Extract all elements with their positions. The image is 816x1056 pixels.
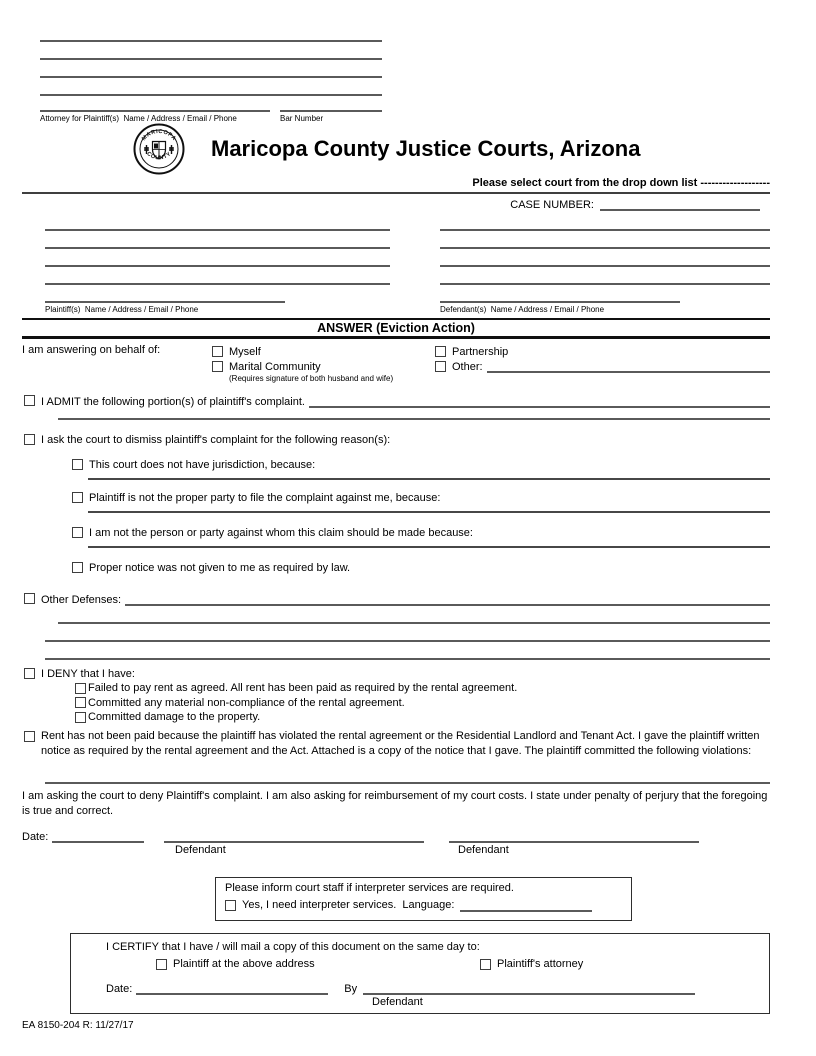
attorney-header-block — [40, 24, 382, 123]
plaintiff-info-line-2[interactable] — [45, 231, 390, 249]
plaintiff-info-line-3[interactable] — [45, 249, 390, 267]
case-number-input-line[interactable] — [600, 196, 760, 211]
not-person-reason-line[interactable] — [88, 540, 770, 548]
behalf-column-2 — [435, 344, 770, 385]
behalf-option-other — [435, 359, 770, 374]
other-defenses-line-3[interactable] — [45, 624, 770, 642]
attorney-line-gap — [270, 96, 280, 112]
signature-date-line[interactable] — [52, 830, 144, 843]
case-number-row — [22, 195, 770, 211]
checkbox-marital-community[interactable] — [212, 361, 223, 372]
other-defenses-line-4[interactable] — [45, 642, 770, 660]
checkbox-deny-noncompliance[interactable] — [75, 697, 86, 708]
defendant-info-line-2[interactable] — [440, 231, 770, 249]
certify-date-label: Date: — [106, 982, 133, 995]
attorney-info-line-2[interactable] — [40, 42, 382, 60]
checkbox-proper-notice[interactable] — [72, 562, 83, 573]
deny-item-damage — [75, 710, 770, 725]
not-person-label: I am not the person or party against whom this claim should be made because: — [89, 526, 473, 539]
deny-section — [22, 666, 770, 681]
not-proper-party-label: Plaintiff is not the proper party to file the complaint against me, because: — [89, 491, 441, 504]
attorney-info-line-1[interactable] — [40, 24, 382, 42]
marital-community-label: Marital Community — [229, 360, 321, 373]
certify-options-row — [106, 957, 757, 972]
defendant-info-line-1[interactable] — [440, 213, 770, 231]
checkbox-deny-failed-rent[interactable] — [75, 683, 86, 694]
other-input-line[interactable] — [487, 360, 770, 373]
plaintiff-info-line-5[interactable] — [45, 285, 285, 303]
checkbox-other[interactable] — [435, 361, 446, 372]
mail-plaintiff-label: Plaintiff at the above address — [173, 958, 315, 970]
deny-item-rent — [75, 681, 770, 696]
marital-note: (Requires signature of both husband and wife) — [229, 374, 394, 383]
behalf-lead: I am answering on behalf of: — [22, 344, 161, 356]
myself-label: Myself — [229, 345, 261, 358]
behalf-option-myself — [212, 344, 435, 359]
checkbox-interpreter[interactable] — [225, 900, 236, 911]
deny-item-noncompliance — [75, 696, 770, 711]
attorney-info-line-5[interactable] — [40, 96, 270, 112]
attorney-labels-row — [40, 112, 382, 123]
defendant-signature-line-1[interactable] — [164, 830, 424, 843]
attorney-info-line-4[interactable] — [40, 78, 382, 96]
certify-option-attorney — [480, 957, 583, 972]
plaintiff-column — [45, 213, 390, 314]
admit-label: I ADMIT the following portion(s) of plaintiff's complaint. — [41, 396, 305, 408]
defendant-info-line-4[interactable] — [440, 267, 770, 285]
other-defenses-line-2[interactable] — [58, 606, 770, 624]
header-divider — [22, 192, 770, 194]
attorney-info-label: Attorney for Plaintiff(s) Name / Address / Email / Phone — [40, 114, 237, 123]
language-input-line[interactable] — [460, 899, 592, 912]
dismiss-lead-label: I ask the court to dismiss plaintiff's complaint for the following reason(s): — [41, 433, 391, 446]
certify-date-row — [106, 980, 757, 995]
defendant-column — [440, 213, 770, 314]
plaintiff-info-line-4[interactable] — [45, 267, 390, 285]
parties-block — [22, 213, 770, 314]
rent-violation-text: Rent has not been paid because the plaintiff has violated the rental agreement or the Residential Landlord and Tenant Act. I gave the plaintiff written notice as required by the rental agreement and the Act. Attached is a copy of the notice that I gave. The plaintiff committed the following violations: — [41, 729, 760, 757]
deny-lead-label: I DENY that I have: — [41, 667, 135, 680]
attorney-info-line-3[interactable] — [40, 60, 382, 78]
plaintiff-label: Plaintiff(s) Name / Address / Email / Phone — [45, 305, 199, 314]
dismiss-item-proper-party — [72, 490, 770, 505]
closing-statement: I am asking the court to deny Plaintiff's complaint. I am also asking for reimbursement of my court costs. I state under penalty of perjury that the foregoing is true and correct. — [22, 789, 768, 817]
interpreter-option-row — [225, 898, 623, 913]
seal-top-text: MARICOPA — [141, 128, 178, 143]
behalf-section — [22, 344, 770, 385]
deny-failed-rent-label: Failed to pay rent as agreed. All rent has been paid as required by the rental agreement. — [88, 682, 518, 695]
certify-option-plaintiff — [106, 957, 480, 972]
checkbox-dismiss[interactable] — [24, 434, 35, 445]
dismiss-item-not-person — [72, 525, 770, 540]
checkbox-not-person[interactable] — [72, 527, 83, 538]
defendant-signature-label-1: Defendant — [175, 843, 226, 856]
court-select-label[interactable]: Please select court from the drop down list ------------------- — [472, 177, 770, 189]
certify-defendant-label: Defendant — [372, 995, 423, 1008]
checkbox-not-proper-party[interactable] — [72, 492, 83, 503]
jurisdiction-reason-line[interactable] — [88, 472, 770, 480]
signature-row — [22, 829, 770, 843]
seal-bottom-text: COUNTY — [145, 151, 173, 162]
other-defenses-label: Other Defenses: — [41, 594, 122, 606]
dismiss-item-proper-notice — [72, 560, 770, 575]
checkbox-deny-damage[interactable] — [75, 712, 86, 723]
deny-noncompliance-label: Committed any material non-compliance of the rental agreement. — [88, 696, 405, 709]
dismiss-section — [22, 432, 770, 447]
admit-input-line[interactable] — [309, 395, 770, 408]
plaintiff-info-line-1[interactable] — [45, 213, 390, 231]
admit-section — [22, 393, 770, 408]
signature-date-label: Date: — [22, 830, 49, 843]
checkbox-other-defenses[interactable] — [24, 593, 35, 604]
form-title: ANSWER (Eviction Action) — [22, 318, 770, 339]
behalf-option-marital — [212, 359, 435, 374]
partnership-label: Partnership — [452, 345, 509, 358]
maricopa-county-seal-icon — [133, 123, 185, 175]
no-jurisdiction-label: This court does not have jurisdiction, because: — [89, 458, 316, 471]
checkbox-partnership[interactable] — [435, 346, 446, 357]
behalf-option-partnership — [435, 344, 770, 359]
other-defenses-input-line[interactable] — [125, 593, 770, 606]
bar-number-line[interactable] — [280, 96, 382, 112]
deny-damage-label: Committed damage to the property. — [88, 711, 261, 724]
defendant-signature-line-2[interactable] — [449, 830, 699, 843]
defendant-info-line-5[interactable] — [440, 285, 680, 303]
checkbox-mail-attorney[interactable] — [480, 959, 491, 970]
certify-by-label: By — [344, 982, 358, 995]
bar-number-label: Bar Number — [280, 114, 324, 123]
admit-continuation-line[interactable] — [58, 408, 770, 420]
court-title: Maricopa County Justice Courts, Arizona — [211, 136, 641, 161]
defendant-info-line-3[interactable] — [440, 249, 770, 267]
behalf-column-1 — [212, 344, 435, 385]
checkbox-admit[interactable] — [24, 395, 35, 406]
certify-box — [70, 933, 770, 1014]
svg-text:MARICOPA — [141, 129, 177, 142]
proper-party-reason-line[interactable] — [88, 505, 770, 513]
rent-violation-section — [22, 729, 770, 759]
proper-notice-label: Proper notice was not given to me as required by law. — [89, 561, 351, 574]
interpreter-box — [215, 877, 632, 921]
certify-by-line[interactable] — [363, 982, 695, 995]
defendant-label: Defendant(s) Name / Address / Email / Phone — [440, 305, 605, 314]
other-label: Other: — [452, 360, 483, 373]
attorney-split-row — [40, 96, 382, 112]
checkbox-rent-violation[interactable] — [24, 731, 35, 742]
violations-input-line[interactable] — [45, 772, 770, 784]
checkbox-no-jurisdiction[interactable] — [72, 459, 83, 470]
dismiss-item-jurisdiction — [72, 457, 770, 472]
form-number-footer: EA 8150-204 R: 11/27/17 — [22, 1019, 134, 1031]
certify-lead: I CERTIFY that I have / will mail a copy of this document on the same day to: — [106, 940, 480, 953]
checkbox-mail-plaintiff[interactable] — [156, 959, 167, 970]
mail-attorney-label: Plaintiff's attorney — [497, 958, 584, 970]
defendant-signature-label-2: Defendant — [458, 843, 509, 856]
interpreter-notice: Please inform court staff if interpreter services are required. — [225, 881, 514, 894]
other-defenses-section — [22, 591, 770, 606]
court-header — [22, 123, 770, 175]
case-number-label: CASE NUMBER: — [510, 199, 594, 211]
checkbox-deny[interactable] — [24, 668, 35, 679]
signature-labels-row — [22, 843, 770, 857]
certify-date-line[interactable] — [136, 982, 328, 995]
interpreter-checkbox-label: Yes, I need interpreter services. Language: — [242, 899, 455, 911]
checkbox-myself[interactable] — [212, 346, 223, 357]
